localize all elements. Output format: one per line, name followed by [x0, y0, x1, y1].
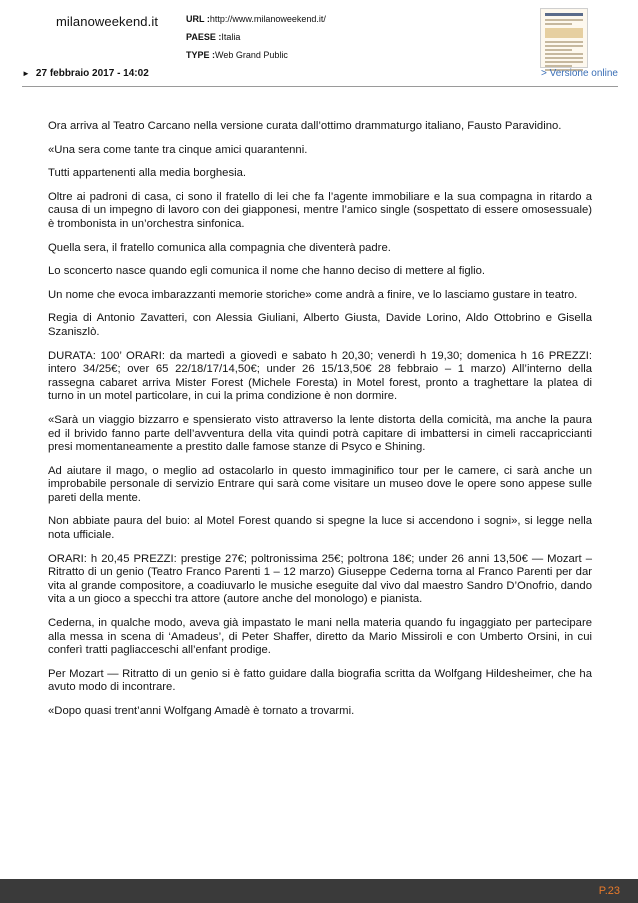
meta-country-label: PAESE : [186, 32, 222, 42]
online-version-link[interactable]: > Versione online [540, 68, 618, 79]
article-paragraph: «Una sera come tante tra cinque amici quarantenni. [48, 143, 308, 156]
page-footer [0, 879, 638, 903]
article-paragraph: Oltre ai padroni di casa, ci sono il fratello di lei che fa l’agente immobiliare e la sua compagna in ritardo a causa di un impegno di lavoro con dei giapponesi, mentre l’amico single (sospettato di essere omosessuale) è trombonista in un’orchestra sinfonica. [48, 190, 592, 230]
meta-type [186, 46, 326, 64]
meta-url-value: http://www.milanoweekend.it/ [209, 14, 326, 24]
article-paragraph: Tutti appartenenti alla media borghesia. [48, 167, 247, 180]
header-divider [22, 86, 618, 87]
meta-type-value: Web Grand Public [215, 50, 288, 60]
article-paragraph: Un nome che evoca imbarazzanti memorie storiche» come andrà a finire, ve lo lasciamo gustare in teatro. [48, 288, 578, 301]
article-paragraph: Per Mozart — Ritratto di un genio si è fatto guidare dalla biografia scritta da Wolfgang Hildesheimer, che ha avuto modo di incontrare. [48, 667, 592, 694]
publication-date: 27 febbraio 2017 - 14:02 [35, 68, 149, 79]
article-paragraph: Ad aiutare il mago, o meglio ad ostacolarlo in questo immaginifico tour per le camere, ci sarà anche un improbabile personale di servizio Entrare qui sarà come visitare un museo dove le opere sono appese sulle pareti della mente. [48, 464, 592, 504]
article-paragraph: ORARI: h 20,45 PREZZI: prestige 27€; poltronissima 25€; poltrona 18€; under 26 anni 13,50€ — Mozart – Ritratto di un genio (Teatro Franco Parenti 1 – 12 marzo) Giuseppe Cederna torna al Franco Parenti per dar vita al grande compositore, a coadiuvarlo le musiche eseguite dal vivo dal maestro Sandro D’Onofrio, dando vita a un gioco a specchi tra attore (autore anche del monologo) e pianista. [48, 552, 592, 606]
article-paragraph: «Sarà un viaggio bizzarro e spensierato visto attraverso la lente distorta della comicità, ma anche la paura ed il brivido fanno parte dell’avventura della vita quindi potrà capitare di imbattersi in cimeli raccapriccianti presi momentaneamente a prestito dalle famose stanze di Psyco e Shining. [48, 413, 592, 454]
article-paragraph: Non abbiate paura del buio: al Motel Forest quando si spegne la luce si accendono i sogni», si legge nella nota ufficiale. [48, 515, 592, 542]
article-paragraph: Lo sconcerto nasce quando egli comunica il nome che hanno deciso di mettere al figlio. [48, 265, 486, 278]
article-paragraph: Quella sera, il fratello comunica alla compagnia che diventerà padre. [48, 241, 391, 254]
article-paragraph: DURATA: 100’ ORARI: da martedì a giovedì e sabato h 20,30; venerdì h 19,30; domenica h 16 PREZZI: intero 34/25€; over 65 22/18/17/14,50€; under 26 15/13,50€ 28 febbraio – 1 marzo) All’interno della rassegna cabaret arriva Mister Forest (Michele Foresta) in Motel forest, pronto a traghettare la platea di turno in un motel particolare, in cui la prima condizione è non dormire. [48, 349, 592, 403]
page-header [0, 0, 638, 88]
meta-country-value: Italia [221, 32, 241, 42]
article-paragraph: «Dopo quasi trent’anni Wolfgang Amadè è tornato a trovarmi. [48, 705, 355, 717]
date-row [22, 68, 618, 84]
article-paragraph: Ora arriva al Teatro Carcano nella versione curata dall’ottimo drammaturgo italiano, Fausto Paravidino. [48, 120, 562, 132]
play-arrow-icon: ► [22, 69, 30, 78]
meta-url [186, 10, 326, 28]
article-paragraph: Regia di Antonio Zavatteri, con Alessia Giuliani, Alberto Giusta, Davide Lorino, Aldo Ottobrino e Gisella Szaniszlò. [48, 312, 592, 338]
meta-country [186, 28, 326, 46]
page-thumbnail [540, 8, 588, 68]
page-number: P.23 [598, 885, 620, 897]
meta-type-label: TYPE : [186, 50, 216, 60]
article-body [48, 120, 592, 729]
source-meta [186, 10, 326, 64]
site-name: milanoweekend.it [56, 14, 159, 29]
article-paragraph: Cederna, in qualche modo, aveva già impastato le mani nella materia quando fu ingaggiato per partecipare alla messa in scena di ‘Amadeus’, di Peter Shaffer, diretto da Mario Missiroli e con Umberto Orsini, in cui conferì tratti pagliacceschi all’enfant prodige. [48, 617, 592, 657]
meta-url-label: URL : [186, 14, 210, 24]
